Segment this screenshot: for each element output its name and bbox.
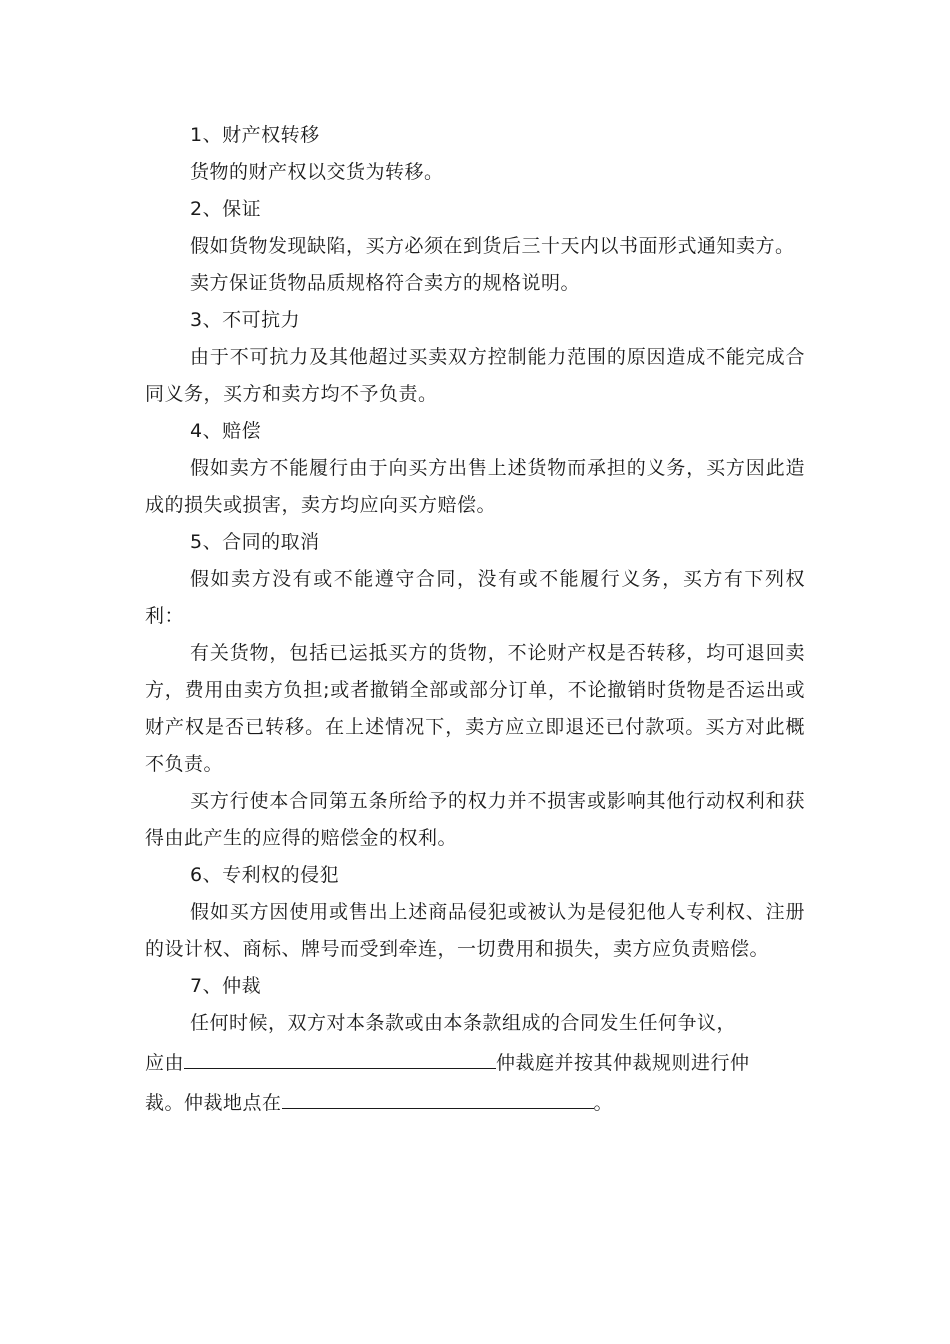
section-heading-patent-infringement: 6、专利权的侵犯 — [190, 864, 340, 886]
arbitration-place-blank[interactable] — [282, 1082, 594, 1109]
section-heading-property-transfer: 1、财产权转移 — [190, 124, 320, 146]
section-paragraph: 货物的财产权以交货为转移。 — [190, 161, 444, 183]
section-paragraph: 假如货物发现缺陷，买方必须在到货后三十天内以书面形式通知卖方。 — [190, 235, 795, 257]
section-paragraph: 假如卖方没有或不能遵守合同，没有或不能履行义务，买方有下列权利： — [145, 568, 805, 627]
section-paragraph: 假如买方因使用或售出上述商品侵犯或被认为是侵犯他人专利权、注册的设计权、商标、牌号而受到牵连，一切费用和损失，卖方应负责赔偿。 — [145, 901, 805, 960]
section-paragraph: 卖方保证货物品质规格符合卖方的规格说明。 — [190, 272, 581, 294]
arbitration-text: 裁。仲裁地点在 — [145, 1092, 282, 1114]
section-heading-arbitration: 7、仲裁 — [190, 975, 262, 997]
contract-body — [145, 117, 805, 1122]
arbitration-line-3 — [145, 1082, 805, 1122]
arbitration-text: 。 — [593, 1092, 614, 1114]
arbitration-line-1: 任何时候，双方对本条款或由本条款组成的合同发生任何争议， — [190, 1012, 737, 1034]
section-heading-warranty: 2、保证 — [190, 198, 262, 220]
arbitration-paragraph — [145, 1005, 805, 1122]
arbitration-text: 应由 — [145, 1052, 185, 1074]
section-heading-force-majeure: 3、不可抗力 — [190, 309, 301, 331]
arbitration-court-blank[interactable] — [184, 1042, 496, 1069]
section-paragraph: 假如卖方不能履行由于向买方出售上述货物而承担的义务，买方因此造成的损失或损害，卖方均应向买方赔偿。 — [145, 457, 805, 516]
section-heading-cancellation: 5、合同的取消 — [190, 531, 320, 553]
arbitration-text: 仲裁庭并按其仲裁规则进行仲 — [496, 1052, 750, 1074]
section-heading-compensation: 4、赔偿 — [190, 420, 262, 442]
arbitration-line-2 — [145, 1042, 805, 1082]
section-paragraph: 由于不可抗力及其他超过买卖双方控制能力范围的原因造成不能完成合同义务，买方和卖方均不予负责。 — [145, 346, 805, 405]
section-paragraph: 买方行使本合同第五条所给予的权力并不损害或影响其他行动权利和获得由此产生的应得的赔偿金的权利。 — [145, 790, 805, 849]
section-paragraph: 有关货物，包括已运抵买方的货物，不论财产权是否转移，均可退回卖方，费用由卖方负担;或者撤销全部或部分订单，不论撤销时货物是否运出或财产权是否已转移。在上述情况下，卖方应立即退还已付款项。买方对此概不负责。 — [145, 642, 805, 775]
